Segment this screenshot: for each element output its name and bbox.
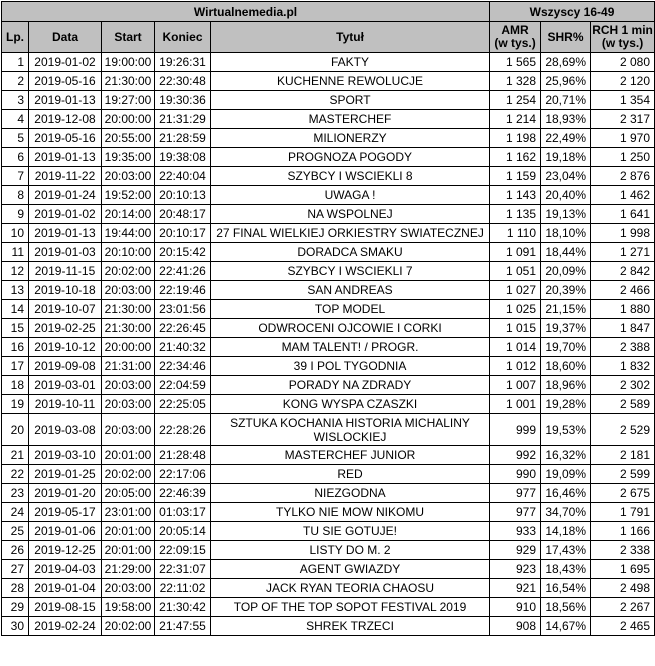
shr-cell: 28,69% xyxy=(541,53,591,72)
end-cell: 22:31:07 xyxy=(155,560,211,579)
amr-cell: 933 xyxy=(490,522,541,541)
start-cell: 20:14:00 xyxy=(102,205,155,224)
date-cell: 2019-01-13 xyxy=(29,224,102,243)
shr-cell: 19,18% xyxy=(541,148,591,167)
start-cell: 20:05:00 xyxy=(102,484,155,503)
rch-cell: 2 388 xyxy=(591,338,655,357)
lp-cell: 19 xyxy=(2,395,29,414)
table-row xyxy=(2,503,655,522)
date-cell: 2019-01-25 xyxy=(29,465,102,484)
start-cell: 21:29:00 xyxy=(102,560,155,579)
lp-cell: 15 xyxy=(2,319,29,338)
table-row xyxy=(2,53,655,72)
table-row xyxy=(2,357,655,376)
end-cell: 22:26:45 xyxy=(155,319,211,338)
end-cell: 20:48:17 xyxy=(155,205,211,224)
lp-cell: 11 xyxy=(2,243,29,262)
amr-cell: 1 001 xyxy=(490,395,541,414)
date-cell: 2019-12-25 xyxy=(29,541,102,560)
end-cell: 22:09:15 xyxy=(155,541,211,560)
title-cell: FAKTY xyxy=(211,53,490,72)
date-cell: 2019-01-02 xyxy=(29,53,102,72)
shr-cell: 16,32% xyxy=(541,446,591,465)
lp-cell: 18 xyxy=(2,376,29,395)
amr-cell: 908 xyxy=(490,617,541,636)
title-cell: SZYBCY I WSCIEKLI 8 xyxy=(211,167,490,186)
rch-cell: 2 181 xyxy=(591,446,655,465)
end-cell: 22:46:39 xyxy=(155,484,211,503)
shr-cell: 18,96% xyxy=(541,376,591,395)
start-cell: 20:02:00 xyxy=(102,465,155,484)
table-row xyxy=(2,376,655,395)
start-cell: 21:30:00 xyxy=(102,300,155,319)
title-cell: 27 FINAL WIELKIEJ ORKIESTRY SWIATECZNEJ xyxy=(211,224,490,243)
amr-cell: 1 565 xyxy=(490,53,541,72)
title-cell: ODWROCENI OJCOWIE I CORKI xyxy=(211,319,490,338)
date-cell: 2019-05-16 xyxy=(29,129,102,148)
amr-cell: 1 328 xyxy=(490,72,541,91)
lp-cell: 23 xyxy=(2,484,29,503)
date-cell: 2019-03-08 xyxy=(29,414,102,446)
table-row xyxy=(2,110,655,129)
start-cell: 20:03:00 xyxy=(102,167,155,186)
end-cell: 23:01:56 xyxy=(155,300,211,319)
amr-cell: 977 xyxy=(490,484,541,503)
rch-cell: 2 302 xyxy=(591,376,655,395)
rch-cell: 2 120 xyxy=(591,72,655,91)
amr-cell: 1 110 xyxy=(490,224,541,243)
end-cell: 21:30:42 xyxy=(155,598,211,617)
lp-cell: 9 xyxy=(2,205,29,224)
rch-cell: 2 080 xyxy=(591,53,655,72)
start-cell: 20:01:00 xyxy=(102,446,155,465)
amr-cell: 923 xyxy=(490,560,541,579)
start-cell: 20:01:00 xyxy=(102,541,155,560)
end-cell: 22:19:46 xyxy=(155,281,211,300)
lp-cell: 21 xyxy=(2,446,29,465)
start-cell: 23:01:00 xyxy=(102,503,155,522)
date-cell: 2019-03-10 xyxy=(29,446,102,465)
start-cell: 20:00:00 xyxy=(102,338,155,357)
end-cell: 20:15:42 xyxy=(155,243,211,262)
start-cell: 19:58:00 xyxy=(102,598,155,617)
amr-cell: 1 143 xyxy=(490,186,541,205)
table-row xyxy=(2,300,655,319)
shr-cell: 18,60% xyxy=(541,357,591,376)
lp-cell: 16 xyxy=(2,338,29,357)
date-cell: 2019-11-22 xyxy=(29,167,102,186)
start-cell: 21:30:00 xyxy=(102,72,155,91)
end-cell: 19:38:08 xyxy=(155,148,211,167)
lp-cell: 1 xyxy=(2,53,29,72)
lp-cell: 14 xyxy=(2,300,29,319)
end-cell: 20:10:17 xyxy=(155,224,211,243)
table-row xyxy=(2,446,655,465)
start-cell: 20:55:00 xyxy=(102,129,155,148)
table-row xyxy=(2,465,655,484)
lp-cell: 27 xyxy=(2,560,29,579)
rch-cell: 1 847 xyxy=(591,319,655,338)
lp-cell: 5 xyxy=(2,129,29,148)
shr-cell: 21,15% xyxy=(541,300,591,319)
table-row xyxy=(2,617,655,636)
col-end-header: Koniec xyxy=(155,22,211,53)
rch-cell: 2 317 xyxy=(591,110,655,129)
shr-cell: 14,67% xyxy=(541,617,591,636)
rch-cell: 1 880 xyxy=(591,300,655,319)
shr-cell: 20,39% xyxy=(541,281,591,300)
title-cell: KONG WYSPA CZASZKI xyxy=(211,395,490,414)
title-cell: PORADY NA ZDRADY xyxy=(211,376,490,395)
end-cell: 22:34:46 xyxy=(155,357,211,376)
table-row xyxy=(2,395,655,414)
table-row xyxy=(2,205,655,224)
table-row xyxy=(2,541,655,560)
start-cell: 19:44:00 xyxy=(102,224,155,243)
table-row xyxy=(2,319,655,338)
start-cell: 20:00:00 xyxy=(102,110,155,129)
title-cell: RED xyxy=(211,465,490,484)
shr-cell: 18,93% xyxy=(541,110,591,129)
amr-cell: 1 091 xyxy=(490,243,541,262)
title-cell: MILIONERZY xyxy=(211,129,490,148)
table-row xyxy=(2,522,655,541)
end-cell: 21:28:59 xyxy=(155,129,211,148)
shr-cell: 22,49% xyxy=(541,129,591,148)
lp-cell: 28 xyxy=(2,579,29,598)
shr-cell: 16,54% xyxy=(541,579,591,598)
end-cell: 22:04:59 xyxy=(155,376,211,395)
end-cell: 19:26:31 xyxy=(155,53,211,72)
amr-cell: 1 214 xyxy=(490,110,541,129)
start-cell: 20:10:00 xyxy=(102,243,155,262)
title-cell: KUCHENNE REWOLUCJE xyxy=(211,72,490,91)
date-cell: 2019-11-15 xyxy=(29,262,102,281)
ratings-table xyxy=(1,1,655,636)
rch-cell: 1 998 xyxy=(591,224,655,243)
table-row xyxy=(2,243,655,262)
date-cell: 2019-03-01 xyxy=(29,376,102,395)
shr-cell: 17,43% xyxy=(541,541,591,560)
start-cell: 20:01:00 xyxy=(102,522,155,541)
amr-cell: 1 051 xyxy=(490,262,541,281)
table-row xyxy=(2,579,655,598)
shr-cell: 14,18% xyxy=(541,522,591,541)
lp-cell: 10 xyxy=(2,224,29,243)
rch-cell: 2 675 xyxy=(591,484,655,503)
shr-cell: 18,43% xyxy=(541,560,591,579)
title-cell: MAM TALENT! / PROGR. xyxy=(211,338,490,357)
lp-cell: 30 xyxy=(2,617,29,636)
shr-cell: 19,37% xyxy=(541,319,591,338)
end-cell: 22:17:06 xyxy=(155,465,211,484)
table-row xyxy=(2,414,655,446)
date-cell: 2019-04-03 xyxy=(29,560,102,579)
shr-cell: 18,56% xyxy=(541,598,591,617)
end-cell: 22:28:26 xyxy=(155,414,211,446)
date-cell: 2019-02-24 xyxy=(29,617,102,636)
col-title-header: Tytuł xyxy=(211,22,490,53)
start-cell: 19:27:00 xyxy=(102,91,155,110)
shr-cell: 19,13% xyxy=(541,205,591,224)
shr-cell: 19,28% xyxy=(541,395,591,414)
shr-cell: 23,04% xyxy=(541,167,591,186)
lp-cell: 6 xyxy=(2,148,29,167)
amr-cell: 1 159 xyxy=(490,167,541,186)
amr-cell: 990 xyxy=(490,465,541,484)
table-row xyxy=(2,129,655,148)
table-row xyxy=(2,484,655,503)
lp-cell: 8 xyxy=(2,186,29,205)
title-cell: MASTERCHEF xyxy=(211,110,490,129)
amr-cell: 1 162 xyxy=(490,148,541,167)
amr-cell: 977 xyxy=(490,503,541,522)
title-cell: NA WSPOLNEJ xyxy=(211,205,490,224)
shr-cell: 19,53% xyxy=(541,414,591,446)
rch-cell: 2 589 xyxy=(591,395,655,414)
col-date-header: Data xyxy=(29,22,102,53)
rch-cell: 1 832 xyxy=(591,357,655,376)
lp-cell: 24 xyxy=(2,503,29,522)
title-cell: SHREK TRZECI xyxy=(211,617,490,636)
rch-cell: 1 970 xyxy=(591,129,655,148)
end-cell: 22:25:05 xyxy=(155,395,211,414)
table-row xyxy=(2,186,655,205)
end-cell: 21:40:32 xyxy=(155,338,211,357)
rch-cell: 2 267 xyxy=(591,598,655,617)
title-cell: MASTERCHEF JUNIOR xyxy=(211,446,490,465)
date-cell: 2019-12-08 xyxy=(29,110,102,129)
start-cell: 21:30:00 xyxy=(102,319,155,338)
date-cell: 2019-09-08 xyxy=(29,357,102,376)
date-cell: 2019-10-12 xyxy=(29,338,102,357)
title-cell: JACK RYAN TEORIA CHAOSU xyxy=(211,579,490,598)
title-cell: PROGNOZA POGODY xyxy=(211,148,490,167)
end-cell: 22:30:48 xyxy=(155,72,211,91)
table-body xyxy=(2,53,655,636)
amr-cell: 1 015 xyxy=(490,319,541,338)
start-cell: 20:03:00 xyxy=(102,414,155,446)
start-cell: 19:52:00 xyxy=(102,186,155,205)
rch-cell: 1 462 xyxy=(591,186,655,205)
date-cell: 2019-01-03 xyxy=(29,243,102,262)
date-cell: 2019-10-11 xyxy=(29,395,102,414)
lp-cell: 4 xyxy=(2,110,29,129)
date-cell: 2019-01-13 xyxy=(29,148,102,167)
lp-cell: 13 xyxy=(2,281,29,300)
rch-cell: 1 791 xyxy=(591,503,655,522)
start-cell: 20:02:00 xyxy=(102,262,155,281)
col-start-header: Start xyxy=(102,22,155,53)
column-header-row xyxy=(2,22,655,53)
lp-cell: 29 xyxy=(2,598,29,617)
title-cell: TOP MODEL xyxy=(211,300,490,319)
date-cell: 2019-08-15 xyxy=(29,598,102,617)
end-cell: 01:03:17 xyxy=(155,503,211,522)
amr-cell: 910 xyxy=(490,598,541,617)
shr-cell: 20,40% xyxy=(541,186,591,205)
title-cell: LISTY DO M. 2 xyxy=(211,541,490,560)
shr-cell: 34,70% xyxy=(541,503,591,522)
title-cell: NIEZGODNA xyxy=(211,484,490,503)
lp-cell: 3 xyxy=(2,91,29,110)
start-cell: 19:00:00 xyxy=(102,53,155,72)
start-cell: 20:03:00 xyxy=(102,395,155,414)
end-cell: 22:41:26 xyxy=(155,262,211,281)
col-lp-header: Lp. xyxy=(2,22,29,53)
lp-cell: 22 xyxy=(2,465,29,484)
amr-cell: 1 007 xyxy=(490,376,541,395)
rch-cell: 1 641 xyxy=(591,205,655,224)
rch-cell: 1 695 xyxy=(591,560,655,579)
table-row xyxy=(2,281,655,300)
title-cell: TOP OF THE TOP SOPOT FESTIVAL 2019 xyxy=(211,598,490,617)
table-top-header xyxy=(2,2,655,22)
table-row xyxy=(2,167,655,186)
lp-cell: 20 xyxy=(2,414,29,446)
rch-cell: 2 529 xyxy=(591,414,655,446)
amr-cell: 1 012 xyxy=(490,357,541,376)
end-cell: 19:30:36 xyxy=(155,91,211,110)
title-cell: TU SIE GOTUJE! xyxy=(211,522,490,541)
shr-cell: 25,96% xyxy=(541,72,591,91)
title-cell: SZTUKA KOCHANIA HISTORIA MICHALINY WISLOCKIEJ xyxy=(211,414,490,446)
title-cell: SZYBCY I WSCIEKLI 7 xyxy=(211,262,490,281)
amr-cell: 992 xyxy=(490,446,541,465)
amr-cell: 921 xyxy=(490,579,541,598)
start-cell: 21:31:00 xyxy=(102,357,155,376)
shr-cell: 19,70% xyxy=(541,338,591,357)
shr-cell: 19,09% xyxy=(541,465,591,484)
end-cell: 22:40:04 xyxy=(155,167,211,186)
lp-cell: 2 xyxy=(2,72,29,91)
amr-cell: 1 135 xyxy=(490,205,541,224)
date-cell: 2019-10-18 xyxy=(29,281,102,300)
date-cell: 2019-10-07 xyxy=(29,300,102,319)
table-row xyxy=(2,72,655,91)
shr-cell: 16,46% xyxy=(541,484,591,503)
lp-cell: 7 xyxy=(2,167,29,186)
lp-cell: 17 xyxy=(2,357,29,376)
end-cell: 21:31:29 xyxy=(155,110,211,129)
start-cell: 20:03:00 xyxy=(102,376,155,395)
col-shr-header: SHR% xyxy=(541,22,591,53)
amr-cell: 1 198 xyxy=(490,129,541,148)
title-cell: SPORT xyxy=(211,91,490,110)
amr-cell: 929 xyxy=(490,541,541,560)
start-cell: 20:02:00 xyxy=(102,617,155,636)
rch-cell: 1 166 xyxy=(591,522,655,541)
shr-cell: 18,44% xyxy=(541,243,591,262)
end-cell: 21:47:55 xyxy=(155,617,211,636)
rch-cell: 1 271 xyxy=(591,243,655,262)
table-row xyxy=(2,148,655,167)
date-cell: 2019-05-16 xyxy=(29,72,102,91)
amr-cell: 1 014 xyxy=(490,338,541,357)
amr-cell: 1 027 xyxy=(490,281,541,300)
group-header: Wszyscy 16-49 xyxy=(490,2,655,22)
end-cell: 22:11:02 xyxy=(155,579,211,598)
date-cell: 2019-05-17 xyxy=(29,503,102,522)
table-row xyxy=(2,91,655,110)
date-cell: 2019-01-24 xyxy=(29,186,102,205)
date-cell: 2019-01-13 xyxy=(29,91,102,110)
lp-cell: 25 xyxy=(2,522,29,541)
title-cell: UWAGA ! xyxy=(211,186,490,205)
end-cell: 20:10:13 xyxy=(155,186,211,205)
rch-cell: 2 842 xyxy=(591,262,655,281)
rch-cell: 2 876 xyxy=(591,167,655,186)
date-cell: 2019-01-20 xyxy=(29,484,102,503)
rch-cell: 1 250 xyxy=(591,148,655,167)
shr-cell: 20,09% xyxy=(541,262,591,281)
rch-cell: 2 466 xyxy=(591,281,655,300)
col-amr-header: AMR (w tys.) xyxy=(490,22,541,53)
title-cell: DORADCA SMAKU xyxy=(211,243,490,262)
lp-cell: 26 xyxy=(2,541,29,560)
date-cell: 2019-01-06 xyxy=(29,522,102,541)
rch-cell: 2 599 xyxy=(591,465,655,484)
date-cell: 2019-01-04 xyxy=(29,579,102,598)
date-cell: 2019-01-02 xyxy=(29,205,102,224)
shr-cell: 18,10% xyxy=(541,224,591,243)
table-row xyxy=(2,560,655,579)
title-cell: SAN ANDREAS xyxy=(211,281,490,300)
start-cell: 20:03:00 xyxy=(102,579,155,598)
shr-cell: 20,71% xyxy=(541,91,591,110)
date-cell: 2019-02-25 xyxy=(29,319,102,338)
table-row xyxy=(2,598,655,617)
title-cell: TYLKO NIE MOW NIKOMU xyxy=(211,503,490,522)
amr-cell: 1 254 xyxy=(490,91,541,110)
lp-cell: 12 xyxy=(2,262,29,281)
amr-cell: 1 025 xyxy=(490,300,541,319)
start-cell: 20:03:00 xyxy=(102,281,155,300)
table-row xyxy=(2,262,655,281)
rch-cell: 2 498 xyxy=(591,579,655,598)
end-cell: 20:05:14 xyxy=(155,522,211,541)
amr-cell: 999 xyxy=(490,414,541,446)
end-cell: 21:28:48 xyxy=(155,446,211,465)
source-header: Wirtualnemedia.pl xyxy=(2,2,490,22)
table-row xyxy=(2,338,655,357)
title-cell: AGENT GWIAZDY xyxy=(211,560,490,579)
rch-cell: 2 465 xyxy=(591,617,655,636)
table-row xyxy=(2,224,655,243)
rch-cell: 1 354 xyxy=(591,91,655,110)
rch-cell: 2 338 xyxy=(591,541,655,560)
start-cell: 19:35:00 xyxy=(102,148,155,167)
col-rch-header: RCH 1 min (w tys.) xyxy=(591,22,655,53)
title-cell: 39 I POL TYGODNIA xyxy=(211,357,490,376)
